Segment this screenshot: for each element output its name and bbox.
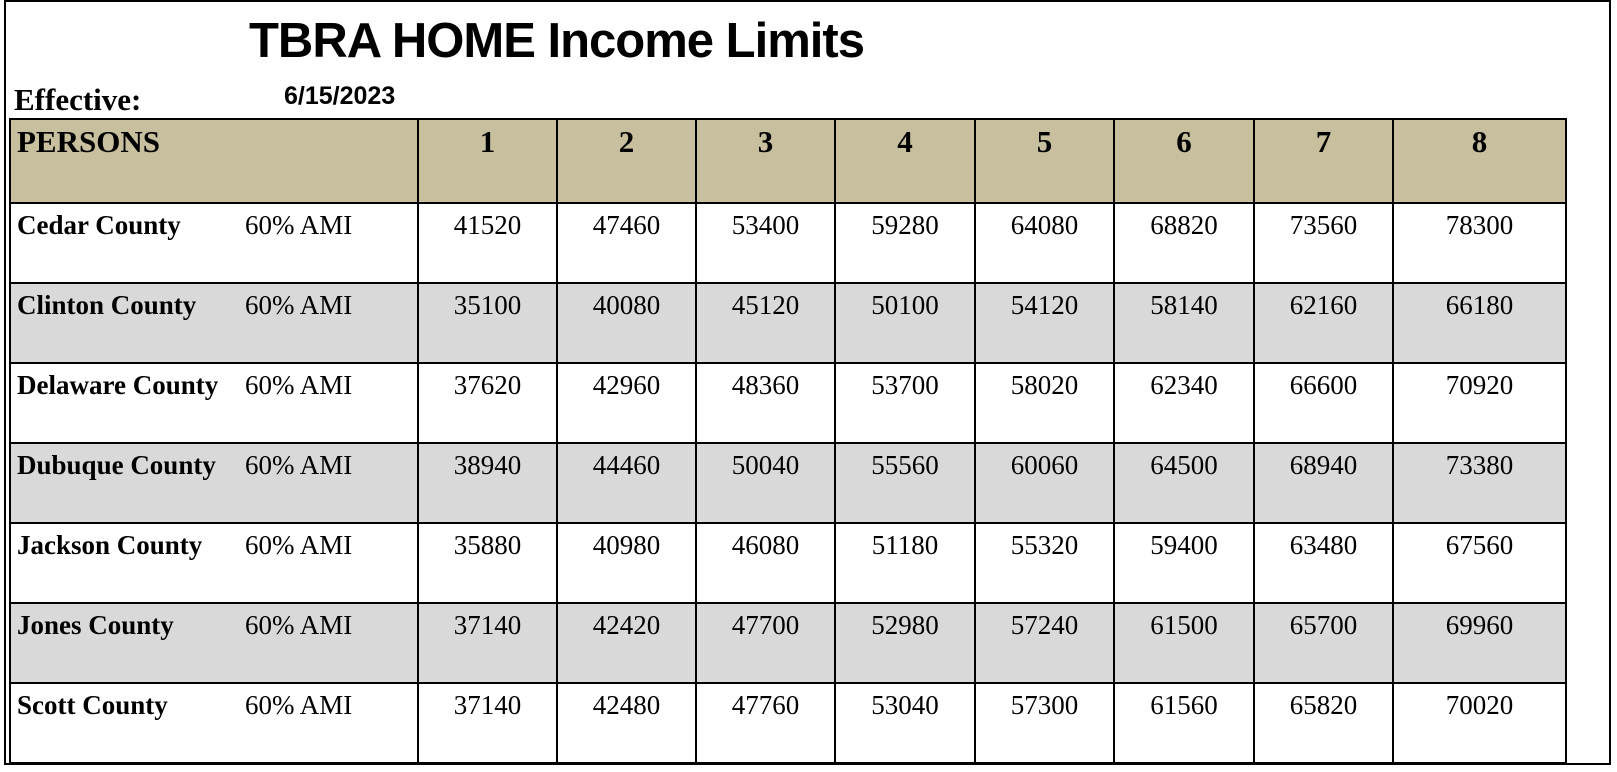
ami-level: 60% AMI [235, 203, 418, 283]
income-limit-cell: 68940 [1254, 443, 1393, 523]
table-row [10, 523, 1566, 603]
effective-label: Effective: [14, 82, 142, 117]
income-limit-cell: 70020 [1393, 683, 1566, 763]
ami-level: 60% AMI [235, 283, 418, 363]
table-row [10, 443, 1566, 523]
income-limit-cell: 60060 [975, 443, 1114, 523]
column-header: 2 [557, 119, 696, 203]
income-limit-cell: 62340 [1114, 363, 1254, 443]
income-limit-cell: 35100 [418, 283, 557, 363]
county-name: Jackson County [10, 523, 235, 603]
persons-header: PERSONS [10, 119, 418, 203]
income-limit-cell: 46080 [696, 523, 835, 603]
income-limits-sheet [4, 0, 1611, 765]
income-limit-cell: 64080 [975, 203, 1114, 283]
income-limit-cell: 57300 [975, 683, 1114, 763]
income-limit-cell: 40080 [557, 283, 696, 363]
income-limit-cell: 40980 [557, 523, 696, 603]
income-limit-cell: 41520 [418, 203, 557, 283]
income-limit-cell: 55320 [975, 523, 1114, 603]
income-limit-cell: 47700 [696, 603, 835, 683]
income-limit-cell: 47760 [696, 683, 835, 763]
income-limit-cell: 58140 [1114, 283, 1254, 363]
table-row [10, 203, 1566, 283]
column-header: 8 [1393, 119, 1566, 203]
ami-level: 60% AMI [235, 443, 418, 523]
income-limit-cell: 53400 [696, 203, 835, 283]
income-limit-cell: 63480 [1254, 523, 1393, 603]
income-limit-cell: 53700 [835, 363, 975, 443]
income-limit-cell: 59400 [1114, 523, 1254, 603]
ami-level: 60% AMI [235, 683, 418, 763]
income-limit-cell: 42480 [557, 683, 696, 763]
county-name: Clinton County [10, 283, 235, 363]
income-limit-cell: 52980 [835, 603, 975, 683]
county-name: Cedar County [10, 203, 235, 283]
income-limit-cell: 61500 [1114, 603, 1254, 683]
header-row [10, 119, 1566, 203]
county-name: Scott County [10, 683, 235, 763]
income-limit-cell: 67560 [1393, 523, 1566, 603]
county-name: Dubuque County [10, 443, 235, 523]
table-row [10, 603, 1566, 683]
page-title: TBRA HOME Income Limits [249, 14, 864, 68]
income-limit-cell: 50100 [835, 283, 975, 363]
income-limit-cell: 54120 [975, 283, 1114, 363]
column-header: 7 [1254, 119, 1393, 203]
income-limit-cell: 37140 [418, 683, 557, 763]
ami-level: 60% AMI [235, 363, 418, 443]
income-limit-cell: 65820 [1254, 683, 1393, 763]
income-limit-cell: 53040 [835, 683, 975, 763]
income-limit-cell: 37620 [418, 363, 557, 443]
income-limit-cell: 44460 [557, 443, 696, 523]
income-limit-cell: 58020 [975, 363, 1114, 443]
column-header: 4 [835, 119, 975, 203]
column-header: 5 [975, 119, 1114, 203]
income-limit-cell: 64500 [1114, 443, 1254, 523]
income-limit-cell: 73560 [1254, 203, 1393, 283]
income-limit-cell: 50040 [696, 443, 835, 523]
income-limit-cell: 69960 [1393, 603, 1566, 683]
income-limit-cell: 65700 [1254, 603, 1393, 683]
income-limit-cell: 70920 [1393, 363, 1566, 443]
income-limit-cell: 59280 [835, 203, 975, 283]
income-limit-cell: 68820 [1114, 203, 1254, 283]
table-body [10, 119, 1566, 763]
table-row [10, 683, 1566, 763]
table-row [10, 363, 1566, 443]
income-limit-cell: 61560 [1114, 683, 1254, 763]
income-limit-cell: 48360 [696, 363, 835, 443]
income-limit-cell: 35880 [418, 523, 557, 603]
income-limit-cell: 78300 [1393, 203, 1566, 283]
income-limit-cell: 42420 [557, 603, 696, 683]
income-limit-cell: 73380 [1393, 443, 1566, 523]
ami-level: 60% AMI [235, 523, 418, 603]
income-limit-cell: 55560 [835, 443, 975, 523]
county-name: Jones County [10, 603, 235, 683]
income-limit-cell: 47460 [557, 203, 696, 283]
ami-level: 60% AMI [235, 603, 418, 683]
income-limit-cell: 57240 [975, 603, 1114, 683]
income-limit-cell: 66180 [1393, 283, 1566, 363]
column-header: 1 [418, 119, 557, 203]
effective-date: 6/15/2023 [284, 82, 396, 110]
table-row [10, 283, 1566, 363]
column-header: 3 [696, 119, 835, 203]
income-limit-cell: 38940 [418, 443, 557, 523]
income-limit-cell: 66600 [1254, 363, 1393, 443]
income-limits-table [9, 118, 1567, 764]
column-header: 6 [1114, 119, 1254, 203]
income-limit-cell: 45120 [696, 283, 835, 363]
income-limit-cell: 62160 [1254, 283, 1393, 363]
income-limit-cell: 42960 [557, 363, 696, 443]
income-limit-cell: 37140 [418, 603, 557, 683]
county-name: Delaware County [10, 363, 235, 443]
income-limit-cell: 51180 [835, 523, 975, 603]
